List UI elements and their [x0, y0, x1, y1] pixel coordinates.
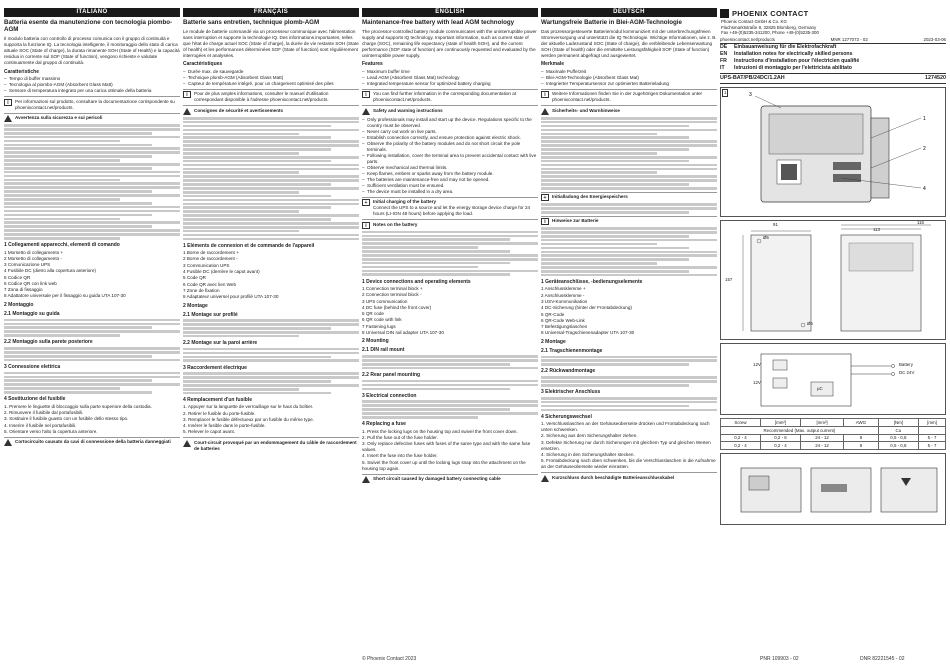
body-text-lines	[541, 376, 717, 386]
warning-note	[183, 105, 359, 115]
voltage-label: DC 24V	[899, 370, 915, 376]
column-header: DEUTSCH	[541, 8, 717, 17]
warning-icon	[4, 115, 12, 122]
cell-voltage: 12V	[753, 362, 761, 368]
info-note	[362, 197, 538, 218]
list-item: 6 QR-Code Web-Link	[541, 317, 585, 323]
battery-label: Battery	[899, 362, 913, 368]
list-item: 7 Fastening lugs	[362, 323, 396, 329]
body-text-lines	[4, 319, 180, 337]
subsection-title: 2.1 Montaggio su guida	[4, 310, 60, 317]
list-item: – The device must be installed in a dry area.	[362, 189, 538, 195]
warning-icon	[4, 439, 12, 446]
section-title: 3 Electrical connection	[362, 392, 417, 399]
body-text-lines	[4, 372, 180, 394]
charging-text: Connect the UPS to a source and let the energy storage device charge for 24 hours (LI-ION 48 hours) before applying the load.	[373, 205, 531, 217]
section-title: 1 Collegamenti apparecchi, elementi di comando	[4, 242, 120, 249]
svg-text:2: 2	[923, 146, 926, 153]
battery-notes-title: Hinweise zur Batterie	[552, 218, 599, 224]
doc-title: Maintenance-free battery with lead AGM technology	[362, 19, 515, 26]
body-text-lines	[183, 372, 359, 394]
doc-title: Batterie sans entretien, technique plomb-AGM	[183, 19, 320, 26]
list-item: 3. Defekte Sicherung nur durch Sicherungen mit gleichem Typ und gleichen Werten ersetzen.	[541, 439, 711, 451]
list-item: 1. Appuyer sur la languette de verrouillage sur le haut du boîtier.	[183, 404, 314, 410]
info-icon: i	[4, 99, 12, 106]
list-item: 3. Sostituire il fusibile guasto con un fusibile dello stesso tipo.	[4, 416, 129, 422]
dim-height: 157	[725, 277, 733, 283]
section-title: 2 Mounting	[362, 338, 389, 345]
list-item: – Tempo di buffer massimo	[4, 76, 180, 82]
body-text-lines	[362, 400, 538, 418]
body-text-lines	[4, 124, 180, 239]
column-italiano	[4, 8, 180, 653]
table-cell: Screw	[721, 419, 761, 427]
body-text-lines	[183, 319, 359, 337]
list-item: 2 Borne de raccordement -	[183, 256, 238, 262]
list-item: – Blei-AGM-Technologie (Absorbent Glass Mat)	[541, 75, 717, 81]
warning-note	[362, 105, 538, 115]
table-cell: Cu	[878, 427, 918, 435]
note-text: Pour de plus amples informations, consulter le manuel d'utilisation correspondant disponible à l'adresse phoenixcontact.net/products.	[194, 91, 329, 103]
list-item: 5. Relever le capot avant.	[183, 429, 236, 435]
table-cell	[919, 427, 946, 435]
body-text-lines	[362, 380, 538, 390]
list-item: 4. Inserire il fusibile nel portafusibili.	[4, 422, 77, 428]
info-icon: i	[362, 222, 370, 229]
list-item: 2 Anschlussklemme -	[541, 292, 585, 298]
body-text-lines	[541, 227, 717, 276]
features-list	[183, 69, 359, 87]
device-drawing	[721, 88, 945, 216]
list-item: – Only professionals may install and start up the device. Regulations specific to the country must be observed.	[362, 117, 538, 129]
list-item: – Observe the polarity of the battery modules and do not short circuit the pole terminals.	[362, 141, 538, 153]
list-item: 8 Adattatore universale per il fissaggio su guida UTA 107-30	[4, 293, 126, 299]
list-item: – Sufficient ventilation must be ensured.	[362, 183, 538, 189]
list-item: 5. Frontabdeckung nach oben schwenken, bis die Verschlusslaschen in die Aufnahme an der Gehäuseoberseite wieder einrasten.	[541, 458, 716, 470]
subsection-title: 2.2 Rückwandmontage	[541, 368, 596, 375]
list-item: 1. Premere le linguette di bloccaggio sulla parte superiore della custodia.	[4, 403, 152, 409]
subsection-title: 2.1 Montage sur profilé	[183, 311, 238, 318]
company-name: PHOENIX CONTACT	[732, 8, 809, 18]
figure-fuse	[720, 453, 946, 525]
table-cell: 0,2 - 4	[760, 442, 800, 450]
language-list	[720, 44, 946, 72]
section-title: 3 Raccordement électrique	[183, 364, 247, 371]
wire-table-block	[720, 418, 946, 450]
list-item: 3 Comunicazione UPS	[4, 262, 51, 268]
features-title: Caratteristiche	[4, 68, 40, 75]
connections-list	[362, 286, 538, 336]
figure-wiring	[720, 343, 946, 415]
fuse-drawing	[721, 454, 945, 524]
list-item: 6 Code QR avec lien Web	[183, 281, 237, 287]
language-row: IT Istruzioni di montaggio per l'elettricista abilitato	[720, 65, 852, 72]
list-item: – Never carry out work on live parts.	[362, 129, 538, 135]
list-item: – Establish connection correctly, and ensure protection against electric shock.	[362, 135, 538, 141]
list-item: 3. Only replace defective fuses with fuses of the same type and with the same fuse values.	[362, 441, 531, 453]
column-deutsch	[541, 8, 717, 653]
doc-date: 2023-03-06	[923, 36, 946, 42]
list-item: 2. Pull the fuse out of the fuse holder.	[362, 434, 438, 440]
list-item: 5. Swivel the front cover up until the locking lugs snap into the attachment on the housing top again.	[362, 459, 526, 471]
battery-notes-title: Notes on the battery	[373, 221, 418, 227]
list-item: 2. Retirer le fusible du porte-fusible.	[183, 410, 256, 416]
info-icon: i	[541, 218, 549, 225]
features-title: Features	[362, 61, 383, 68]
list-item: 1 Anschlussklemme +	[541, 286, 586, 292]
table-header-row	[721, 427, 946, 435]
intro-text: Il modulo batteria con controllo di processo comunica con il gruppo di continuità e supporta la funzione IQ. La tecnologia intelligente, il monitoraggio dello stato di carica attuale SOC (State of charge), la durata rimanente SOH (State of Health) e la capacità residua in corrente sul SOF (State of function), vengono richieste e valutate continuamente dal gruppo di continuità.	[4, 36, 180, 66]
doc-title: Wartungsfreie Batterie in Blei-AGM-Technologie	[541, 19, 682, 26]
body-text-lines	[183, 348, 359, 362]
list-item: 3 USV-Kommunikation	[541, 299, 588, 304]
footer-copyright: © Phoenix Contact 2023	[362, 656, 417, 662]
svg-text:4: 4	[923, 186, 926, 193]
hole-label: Ø5	[763, 235, 769, 241]
table-cell: Recommended (Max. output current)	[721, 427, 879, 435]
footer-pnr: PNR 109903 - 02	[760, 656, 799, 662]
list-item: 5 Code QR	[183, 275, 206, 281]
battery-icon: +	[541, 194, 549, 201]
cell-voltage: 12V	[753, 380, 761, 386]
body-text-lines	[362, 231, 538, 276]
dim-depth: 113	[873, 227, 880, 233]
features-list	[4, 76, 180, 94]
section-title: 2 Montage	[541, 338, 566, 345]
logo-mark	[720, 9, 729, 18]
column-header: ENGLISH	[362, 8, 538, 17]
body-text-lines	[541, 117, 717, 190]
hole-label: Ø5	[807, 321, 813, 327]
fuse-steps	[362, 429, 538, 472]
table-cell: [Nm]	[878, 419, 918, 427]
warning-text: Cortocircuito causato da cavi di connessione della batteria danneggiati	[15, 439, 171, 445]
body-text-lines	[362, 355, 538, 369]
table-cell: [mm²]	[800, 419, 843, 427]
list-item: 1 Borne de raccordement +	[183, 250, 239, 256]
figure-dimensions	[720, 220, 946, 340]
language-row: DE Einbauanweisung für die Elektrofachkraft	[720, 44, 837, 51]
note-text: Per informazioni sul prodotto, consultare la documentazione corrispondente su phoenixcontact.net/products.	[15, 98, 175, 110]
warning-note	[541, 472, 717, 482]
doc-title: Batteria esente da manutenzione con tecnologia piombo-AGM	[4, 19, 173, 34]
intro-text: The processor-controlled battery module communicates with the uninterruptible power supply and supports IQ technology. Important information, such as current state of charge (SOC), remaining life expectancy (state of health SOH), and the current performance (SOF state of function) are continuously requested and evaluated by the uninterruptible power supply.	[362, 29, 537, 58]
features-list	[541, 69, 717, 87]
list-item: 3 Communication UPS	[183, 262, 230, 268]
warning-title: Sicherheits- und Warnhinweise	[552, 108, 620, 113]
warning-note	[541, 105, 717, 115]
list-item: 4. Sicherung in den Sicherungshalter stecken.	[541, 451, 635, 457]
section-title: 3 Elektrischer Anschluss	[541, 389, 601, 396]
list-item: 2. Rimuovere il fusibile dal portafusibili.	[4, 410, 84, 415]
intro-text: Le module de batterie commandé via un processeur communique avec l'alimentation sans interruption et supporte la technologie IQ. Des informations importantes, telles que l'état de charge actuel SOC (State of charge), la durée de vie restante SOH (State of health) et les performances déterminées SOF (State of function) sont régulièrement interrogées et analysées.	[183, 29, 359, 58]
section-title: 2 Montaggio	[4, 301, 34, 308]
list-item: 2 Morsetto di collegamento -	[4, 255, 62, 261]
fuse-steps	[4, 404, 180, 435]
list-item: – Capteur de température intégré, pour un chargement optimisé des piles	[183, 81, 359, 87]
list-item: – Following installation, cover the terminal area to prevent accidental contact with live parts.	[362, 153, 538, 165]
warning-note	[362, 474, 538, 484]
column-header: ITALIANO	[4, 8, 180, 17]
wire-table	[720, 418, 946, 450]
warning-icon	[362, 476, 370, 483]
doc-info-row	[720, 37, 946, 45]
list-item: 4 Fusible DC (derrière le capot avant)	[183, 269, 260, 274]
list-item: – Keep flames, embers or sparks away from the battery module.	[362, 171, 538, 177]
microcontroller-label: μC	[817, 386, 823, 392]
info-note	[183, 89, 359, 104]
info-icon: i	[183, 91, 191, 98]
list-item: 4 Fusibile DC (dietro alla copertura anteriore)	[4, 268, 96, 274]
warning-text: Short circuit caused by damaged battery connecting cable	[373, 476, 501, 482]
connections-list	[4, 250, 180, 300]
warning-title: Avvertenza sulla sicurezza e sui pericoli	[15, 115, 103, 121]
features-list	[362, 69, 538, 87]
subsection-title: 2.1 DIN rail mount	[362, 347, 405, 354]
section-title: 4 Remplacement d'un fusible	[183, 396, 252, 403]
warning-icon	[541, 108, 549, 115]
product-name: UPS-BAT/PB/24DC/1.2AH	[720, 75, 785, 82]
warning-text: Court-circuit provoqué par un endommagement du câble de raccordement de batteries	[194, 440, 357, 451]
list-item: – Durée max. de sauvegarde	[183, 69, 359, 75]
table-cell: 24 - 12	[800, 442, 843, 450]
table-cell: 0,2 - 4	[721, 442, 761, 450]
battery-icon: +	[362, 199, 370, 206]
column-francais	[183, 8, 359, 653]
list-item: 6 Codice QR con link web	[4, 280, 57, 286]
list-item: 7 Befestigungslaschen	[541, 324, 588, 330]
table-cell: 5 - 7	[919, 434, 946, 442]
table-cell: [mm]	[919, 419, 946, 427]
charging-title: Initialladung des Energiespeichers	[552, 194, 628, 200]
list-item: – Sensore di temperatura integrato per una carica ottimale della batteria	[4, 88, 180, 94]
section-title: 2 Montage	[183, 302, 208, 309]
list-item: – Lead AGM (Absorbent Glass Mat) technology	[362, 75, 538, 81]
dim-width: 116	[917, 220, 924, 226]
list-item: 8 Universal DIN rail adapter UTA 107-30	[362, 329, 444, 335]
list-item: – Integrated temperature sensor for optimized battery charging	[362, 81, 538, 87]
list-item: 3. Remplacer le fusible défectueux par un fusible du même type.	[183, 416, 314, 422]
table-header-row	[721, 419, 946, 427]
warning-note	[4, 113, 180, 123]
body-text-lines	[4, 347, 180, 361]
list-item: 1 Connection terminal block +	[362, 286, 423, 292]
list-item: 1. Verschlusslaschen an der Gehäuseoberseite drücken und Frontabdeckung nach unten schwenken.	[541, 421, 710, 433]
charging-title: Initial charging of the battery	[373, 199, 437, 205]
warning-icon	[541, 475, 549, 482]
section-title: 1 Geräteanschlüsse, -bedienungselemente	[541, 278, 643, 285]
list-item: 7 Zona di fissaggio	[4, 287, 43, 293]
list-item: – Tecnologia al piombo-AGM (Absorbent Glass Matt)	[4, 82, 180, 88]
svg-text:3: 3	[749, 92, 752, 99]
list-item: – Observe mechanical and thermal limits.	[362, 165, 538, 171]
section-title: 1 Eléments de connexion et de commande de l'appareil	[183, 242, 315, 249]
list-item: – Technique plomb-AGM (Absorbent Glass Matt)	[183, 75, 359, 81]
info-note	[362, 89, 538, 104]
website: phoenixcontact.net/products	[720, 36, 775, 42]
body-text-lines	[183, 117, 359, 240]
list-item: 5. Orientare verso l'alto la copertura anteriore.	[4, 428, 98, 434]
note-text: You can find further information in the corresponding documentation at phoenixcontact.net/products.	[373, 91, 517, 103]
info-icon: i	[362, 91, 370, 98]
table-cell: 0,2 - 6	[760, 434, 800, 442]
warning-text: Kurzschluss durch beschädigte Batterieanschlusskabel	[552, 474, 675, 480]
list-item: 4 DC-Sicherung (hinter der Frontabdeckung)	[541, 305, 632, 311]
doc-code: MNR 1277073 - 02	[830, 36, 868, 42]
table-cell: 0,5 - 0,8	[878, 434, 918, 442]
list-item: 5 Codice QR	[4, 274, 31, 280]
company-address: Phoenix Contact GmbH & Co. KG Flachsmarktstraße 8, 32825 Blomberg, Germany Fax +49-(0)5235-341200, Phone +49-(0)5235-300	[721, 19, 819, 35]
list-item: 6 QR code with link	[362, 317, 402, 323]
warning-icon	[183, 440, 191, 447]
fuse-steps	[183, 404, 359, 435]
list-item: 4. Insert the fuse into the fuse holder.	[362, 453, 438, 459]
wiring-diagram	[721, 344, 945, 414]
list-item: 1 Morsetto di collegamento +	[4, 249, 64, 255]
table-cell: 5 - 7	[919, 442, 946, 450]
connections-list	[183, 250, 359, 300]
table-cell: 24 - 12	[800, 434, 843, 442]
subsection-title: 2.1 Tragschienenmontage	[541, 347, 603, 354]
safety-list	[362, 117, 538, 195]
section-title: 4 Replacing a fuse	[362, 421, 406, 428]
table-cell: [mm²]	[760, 419, 800, 427]
list-item: 3 UPS communication	[362, 298, 408, 304]
list-item: 5 QR-Code	[541, 311, 565, 317]
warning-note	[4, 437, 180, 447]
table-cell: 8	[844, 434, 879, 442]
warning-title: Safety and warning instructions	[373, 108, 443, 113]
list-item: 5 QR code	[362, 311, 384, 317]
connections-list	[541, 286, 717, 336]
body-text-lines	[541, 356, 717, 366]
warning-icon	[183, 108, 191, 115]
product-number: 1274520	[925, 75, 946, 82]
list-item: 8 Adaptateur universel pour profilé UTA 107-30	[183, 294, 279, 300]
column-english	[362, 8, 538, 653]
list-item: 2 Connection terminal block -	[362, 292, 422, 298]
list-item: 1. Press the locking lugs on the housing top and swivel the front cover down.	[362, 428, 518, 434]
subsection-title: 2.2 Rear panel mounting	[362, 371, 421, 378]
dim-w2: 91	[773, 222, 778, 228]
table-cell: AWG	[844, 419, 879, 427]
info-note	[541, 89, 717, 104]
table-cell: 0,2 - 4	[721, 434, 761, 442]
info-note	[541, 216, 717, 226]
table-cell: 0,5 - 0,8	[878, 442, 918, 450]
list-item: 8 Universal-Tragschienenadapter UTA 107-30	[541, 330, 635, 336]
company-logo	[720, 8, 946, 19]
product-row	[720, 73, 946, 84]
features-title: Merkmale	[541, 61, 565, 68]
info-note	[362, 219, 538, 229]
figure-device	[720, 87, 946, 217]
list-item: – Maximum buffer time	[362, 69, 538, 75]
column-header: FRANÇAIS	[183, 8, 359, 17]
list-item: – Integrierter Temperatursensor zur optimierten Batterieladung	[541, 81, 717, 87]
list-item: – The batteries are maintenance-free and may not be opened.	[362, 177, 538, 183]
table-row	[721, 442, 946, 450]
subsection-title: 2.2 Montage sur la paroi arrière	[183, 339, 258, 346]
subsection-title: 2.2 Montaggio sulla parete posteriore	[4, 339, 93, 346]
info-icon: i	[541, 91, 549, 98]
warning-icon	[362, 108, 370, 115]
fuse-steps	[541, 421, 717, 470]
table-cell: 8	[844, 442, 879, 450]
intro-text: Das prozessorgesteuerte Batteriemodul kommuniziert mit der unterbrechungsfreien Stromversorgung und unterstützt die IQ Technologie. Wichtige Informationen, wie z. B. der aktuelle Ladezustand SOC (State of charge), die verbleibende Lebenserwartung SOH (State of health) oder die ermittelte Leistungsfähigkeit SOF (State of function) werden permanent abgefragt und ausgewertet.	[541, 29, 717, 58]
warning-title: Consignes de sécurité et avertissements	[194, 108, 284, 113]
features-title: Caractéristiques	[183, 61, 223, 68]
language-row: FR Instructions d'installation pour l'électricien qualifié	[720, 58, 860, 65]
info-note	[541, 192, 717, 202]
info-note	[4, 96, 180, 111]
table-row	[721, 434, 946, 442]
svg-text:1: 1	[923, 116, 926, 123]
section-title: 4 Sostituzione del fusibile	[4, 396, 66, 403]
list-item: 4. Insérer le fusible dans le porte-fusible.	[183, 423, 266, 429]
section-title: 1 Device connections and operating elements	[362, 278, 471, 285]
footer-dnr: DNR 82221545 - 02	[860, 656, 905, 662]
body-text-lines	[541, 397, 717, 411]
list-item: 4 DC fuse (behind the front cover)	[362, 304, 432, 310]
dimension-drawing	[721, 221, 945, 339]
body-text-lines	[541, 203, 717, 213]
warning-note	[183, 437, 359, 452]
section-title: 3 Connessione elettrica	[4, 363, 61, 370]
figures-column	[720, 8, 946, 653]
figure-number: 1	[724, 90, 727, 96]
language-row: EN Installation notes for electrically skilled persons	[720, 51, 853, 58]
list-item: 2. Sicherung aus dem Sicherungshalter ziehen.	[541, 433, 638, 439]
section-title: 4 Sicherungswechsel	[541, 413, 592, 420]
note-text: Weitere Informationen finden Sie in der zugehörigen Dokumentation unter phoenixcontact.net/products.	[552, 91, 703, 103]
list-item: 7 Zone de fixation	[183, 287, 220, 293]
list-item: – Maximale Pufferzeit	[541, 69, 717, 75]
